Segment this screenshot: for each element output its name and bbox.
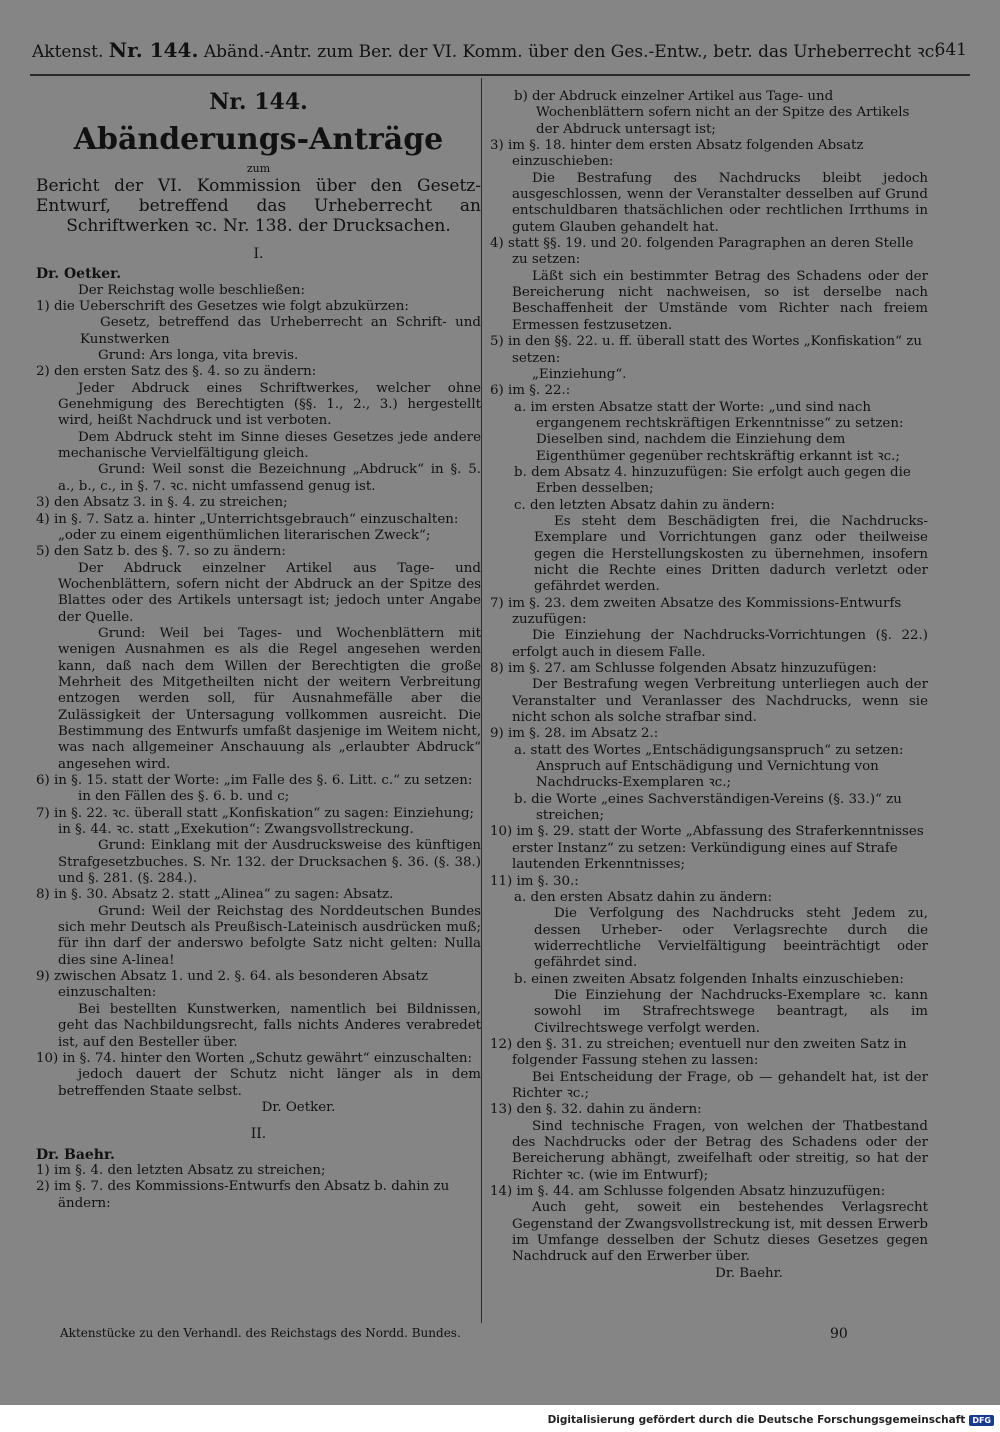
- r-item-3-quote: Die Bestrafung des Nachdrucks bleibt jedoch ausgeschlossen, wenn der Veranstalter desselben auf Grund entschuldbaren thatsächlichen oder rechtlichen Irrthums in gutem Glauben gehandelt hat.: [512, 170, 928, 235]
- r-item-12: 12) den §. 31. zu streichen; eventuell nur den zweiten Satz in folgender Fassung stehen zu lassen:: [490, 1036, 907, 1069]
- doc-zum: zum: [246, 162, 271, 175]
- running-header: [32, 40, 967, 62]
- section-heading-1: I.: [253, 246, 264, 262]
- section2-item-1: 1) im §. 4. den letzten Absatz zu streichen;: [36, 1162, 326, 1178]
- page-number: 641: [934, 40, 967, 60]
- item-4: 4) in §. 7. Satz a. hinter „Unterrichtsgebrauch“ einzuschalten: „oder zu einem eigenthümlichen literarischen Zweck“;: [36, 511, 459, 543]
- r-item-3: 3) im §. 18. hinter dem ersten Absatz folgenden Absatz einzuschieben:: [490, 138, 864, 170]
- item-8-grund: Grund: Weil der Reichstag des Norddeutschen Bundes sich mehr Deutsch als Preußisch-Lateinisch ausdrücken muß; für ihn darf der anderswo befolgte Satz nicht gelten: Nulla dies sine A-linea!: [58, 903, 481, 968]
- r-item-11a: a. den ersten Absatz dahin zu ändern:: [514, 889, 772, 905]
- item-7: 7) in §. 22. ꝛc. überall statt „Konfiskation“ zu sagen: Einziehung; in §. 44. ꝛc. statt „Exekution“: Zwangsvollstreckung.: [36, 805, 475, 838]
- item-8: 8) in §. 30. Absatz 2. statt „Alinea“ zu sagen: Absatz.: [36, 887, 394, 903]
- r-item-12-quote: Bei Entscheidung der Frage, ob — gehandelt hat, ist der Richter ꝛc.;: [512, 1069, 928, 1101]
- left-column: [36, 84, 481, 1212]
- r-item-6c-quote: Es steht dem Beschädigten frei, die Nachdrucks-Exemplare und Vorrichtungen ganz oder theilweise gegen die Herstellungskosten zu übernehmen, insofern nicht die Rechte eines Dritten dadurch verletzt oder gefährdet werden.: [534, 513, 928, 595]
- r-item-13: 13) den §. 32. dahin zu ändern:: [490, 1102, 702, 1118]
- doc-number: Nr. 144.: [209, 89, 308, 115]
- item-6: 6) in §. 15. statt der Worte: „im Falle des §. 6. Litt. c.“ zu setzen:: [36, 773, 473, 788]
- r-item-14-quote: Auch geht, soweit ein bestehendes Verlagsrecht Gegenstand der Zwangsvollstreckung ist, mit dessen Erwerb im Umfange desselben der Schutz dieses Gesetzes gegen Nachdruck auf den Erwerber über.: [512, 1200, 928, 1265]
- item-5: 5) den Satz b. des §. 7. so zu ändern:: [36, 544, 286, 560]
- r-item-10: 10) im §. 29. statt der Worte „Abfassung des Straferkenntnisses erster Instanz“ zu setzen: Verkündigung eines auf Strafe lautenden Erkenntnisses;: [490, 824, 924, 873]
- page-footer: [60, 1326, 940, 1340]
- item-1-quote: Gesetz, betreffend das Urheberrecht an Schrift- und Kunstwerken: [80, 315, 481, 347]
- right-column: [490, 89, 928, 1282]
- r-item-13-quote: Sind technische Fragen, von welchen der Thatbestand des Nachdrucks oder der Betrag des Schadens oder der Bereicherung abhängt, zweifelhaft oder streitig, so hat der Richter ꝛc. (wie im Entwurf);: [512, 1118, 928, 1183]
- item-7-grund: Grund: Einklang mit der Ausdrucksweise des künftigen Strafgesetzbuches. S. Nr. 132. der Drucksachen §. 36. (§. 38.) und §. 281. (§. 284.).: [58, 838, 481, 887]
- item-5-grund: Grund: Weil bei Tages- und Wochenblättern mit wenigen Ausnahmen es als die Regel angesehen werden kann, daß nach dem Willen der Berechtigten die große Mehrheit des Mitgetheilten nicht der weitern Verbreitung entzogen werden soll, für Ausnahmefälle aber die Zulässigkeit der Untersagung vollkommen ausreicht. Die Bestimmung des Entwurfs umfaßt dasjenige im Weitem nicht, was nach allgemeiner Anschauung als „erlaubter Abdruck“ angesehen wird.: [58, 625, 481, 772]
- item-6-quote: in den Fällen des §. 6. b. und c;: [78, 789, 290, 805]
- section-heading-2: II.: [250, 1126, 267, 1143]
- r-item-11b: b. einen zweiten Absatz folgenden Inhalts einzuschieben:: [514, 971, 904, 987]
- r-item-8: 8) im §. 27. am Schlusse folgenden Absatz hinzuzufügen:: [490, 661, 877, 677]
- r-item-6b: b. dem Absatz 4. hinzuzufügen: Sie erfolgt auch gegen die Erben desselben;: [514, 464, 911, 497]
- r-item-4: 4) statt §§. 19. und 20. folgenden Paragraphen an deren Stelle zu setzen:: [490, 236, 914, 268]
- dfg-credit-text: Digitalisierung gefördert durch die Deutsche Forschungsgemeinschaft: [547, 1414, 966, 1426]
- r-item-9a: a. statt des Wortes „Entschädigungsanspruch“ zu setzen: Anspruch auf Entschädigung und Vernichtung von Nachdrucks-Exemplaren ꝛc.;: [514, 742, 904, 791]
- item-10-quote: jedoch dauert der Schutz nicht länger als in dem betreffenden Staate selbst.: [58, 1067, 481, 1099]
- footer-text: Aktenstücke zu den Verhandl. des Reichstags des Nordd. Bundes.: [60, 1326, 461, 1340]
- item-1: 1) die Ueberschrift des Gesetzes wie folgt abzukürzen:: [36, 299, 409, 315]
- r-item-11a-quote: Die Verfolgung des Nachdrucks steht Jedem zu, dessen Urheber- oder Verlagsrechte durch die widerrechtliche Vervielfältigung beeinträchtigt oder gefährdet sind.: [534, 906, 928, 971]
- r-item-9: 9) im §. 28. im Absatz 2.:: [490, 726, 659, 742]
- r-item-5-quote: „Einziehung“.: [532, 366, 627, 382]
- r-item-6a: a. im ersten Absatze statt der Worte: „und sind nach ergangenem rechtskräftigen Erkenntnisse“ zu setzen: Dieselben sind, nachdem die Einziehung dem Eigenthümer gegenüber rechtskräftig erkannt ist ꝛc.;: [514, 399, 904, 464]
- signature-oetker: Dr. Oetker.: [261, 1099, 336, 1115]
- item-2-quote-2: Dem Abdruck steht im Sinne dieses Gesetzes jede andere mechanische Vervielfältigung gleich.: [58, 429, 481, 462]
- item-10: 10) in §. 74. hinter den Worten „Schutz gewährt“ einzuschalten:: [36, 1050, 473, 1066]
- r-item-2b: b) der Abdruck einzelner Artikel aus Tage- und Wochenblättern sofern nicht an der Spitze des Artikels der Abdruck untersagt ist;: [514, 89, 910, 137]
- r-item-7-quote: Die Einziehung der Nachdrucks-Vorrichtungen (§. 22.) erfolgt auch in diesem Falle.: [512, 628, 928, 660]
- r-item-11b-quote: Die Einziehung der Nachdrucks-Exemplare ꝛc. kann sowohl im Strafrechtswege beantragt, als im Civilrechtswege verfolgt werden.: [534, 987, 928, 1036]
- dfg-credit: [548, 1414, 994, 1426]
- r-item-6: 6) im §. 22.:: [490, 383, 571, 399]
- item-5-quote: Der Abdruck einzelner Artikel aus Tage- und Wochenblättern, sofern nicht der Abdruck an der Spitze des Blattes oder des Artikels untersagt ist; jedoch unter Angabe der Quelle.: [58, 560, 481, 625]
- r-item-4-quote: Läßt sich ein bestimmter Betrag des Schadens oder der Bereicherung nicht nachweisen, so ist derselbe nach Beschaffenheit der Umstände vom Richter nach freiem Ermessen festzusetzen.: [512, 268, 928, 333]
- r-item-5: 5) in den §§. 22. u. ff. überall statt des Wortes „Konfiskation“ zu setzen:: [490, 334, 922, 366]
- item-2-quote-1: Jeder Abdruck eines Schriftwerkes, welcher ohne Genehmigung des Berechtigten (§§. 1., 2., 3.) hergestellt wird, heißt Nachdruck und ist verboten.: [58, 380, 481, 429]
- author-name-1: Dr. Oetker.: [36, 266, 122, 283]
- r-item-7: 7) im §. 23. dem zweiten Absatze des Kommissions-Entwurfs zuzufügen:: [490, 595, 902, 627]
- r-item-14: 14) im §. 44. am Schlusse folgenden Absatz hinzuzufügen:: [490, 1184, 886, 1200]
- signature-number: 90: [830, 1326, 848, 1342]
- doc-subtitle: Bericht der VI. Kommission über den Gesetz-Entwurf, betreffend das Urheberrecht an Schriftwerken ꝛc. Nr. 138. der Drucksachen.: [36, 176, 481, 236]
- item-9-quote: Bei bestellten Kunstwerken, namentlich bei Bildnissen, geht das Nachbildungsrecht, falls nichts Anderes verabredet ist, auf den Besteller über.: [58, 1001, 481, 1050]
- doc-title: Abänderungs-Anträge: [73, 122, 444, 157]
- item-9: 9) zwischen Absatz 1. und 2. §. 64. als besonderen Absatz einzuschalten:: [36, 969, 428, 1001]
- item-3: 3) den Absatz 3. in §. 4. zu streichen;: [36, 495, 288, 511]
- header-title: Abänd.-Antr. zum Ber. der VI. Komm. über den Ges.-Entw., betr. das Urheberrecht ꝛc.: [203, 42, 940, 62]
- dfg-logo-icon: DFG: [969, 1415, 994, 1426]
- header-left: Aktenst.: [32, 42, 104, 62]
- r-item-6c: c. den letzten Absatz dahin zu ändern:: [514, 497, 775, 513]
- r-item-8-quote: Der Bestrafung wegen Verbreitung unterliegen auch der Veranstalter und Veranlasser des Nachdrucks, wenn sie nicht schon als solche strafbar sind.: [512, 677, 928, 726]
- column-divider: [481, 78, 482, 1323]
- intro-text: Der Reichstag wolle beschließen:: [78, 282, 306, 298]
- item-2: 2) den ersten Satz des §. 4. so zu ändern:: [36, 364, 317, 380]
- section2-item-2: 2) im §. 7. des Kommissions-Entwurfs den Absatz b. dahin zu ändern:: [36, 1179, 450, 1211]
- r-item-11: 11) im §. 30.:: [490, 873, 579, 889]
- author-name-2: Dr. Baehr.: [36, 1146, 115, 1163]
- item-2-grund: Grund: Weil sonst die Bezeichnung „Abdruck“ in §. 5. a., b., c., in §. 7. ꝛc. nicht umfassend genug ist.: [58, 462, 481, 494]
- header-number: Nr. 144.: [108, 38, 199, 62]
- signature-baehr: Dr. Baehr.: [715, 1265, 783, 1281]
- header-rule: [30, 74, 970, 76]
- item-1-grund: Grund: Ars longa, vita brevis.: [98, 348, 299, 364]
- r-item-9b: b. die Worte „eines Sachverständigen-Vereins (§. 33.)“ zu streichen;: [514, 791, 902, 824]
